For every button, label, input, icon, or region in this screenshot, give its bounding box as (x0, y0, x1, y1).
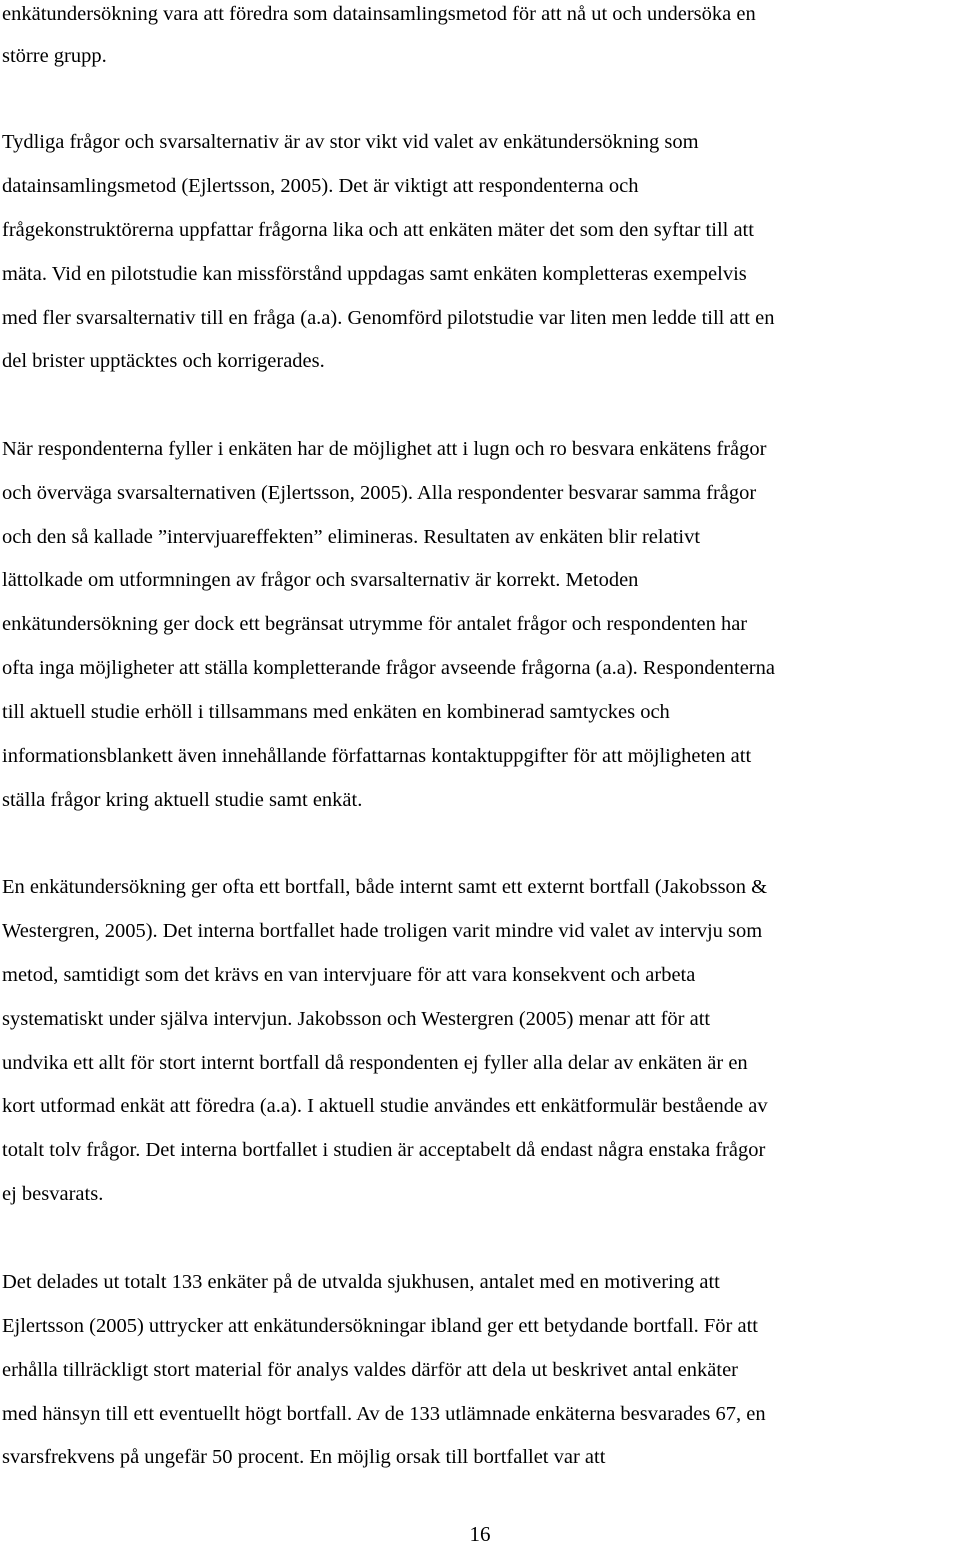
text-line: frågekonstruktörerna uppfattar frågorna lika och att enkäten mäter det som den syftar till att (2, 219, 754, 241)
text-line: svarsfrekvens på ungefär 50 procent. En möjlig orsak till bortfallet var att (2, 1446, 606, 1468)
text-line: metod, samtidigt som det krävs en van intervjuare för att vara konsekvent och arbeta (2, 964, 696, 986)
text-line: lättolkade om utformningen av frågor och svarsalternativ är korrekt. Metoden (2, 569, 639, 591)
text-line: En enkätundersökning ger ofta ett bortfall, både internt samt ett externt bortfall (Jakobsson & (2, 876, 768, 898)
text-line: totalt tolv frågor. Det interna bortfallet i studien är acceptabelt då endast några enstaka frågor (2, 1139, 766, 1161)
text-line: och överväga svarsalternativen (Ejlertsson, 2005). Alla respondenter besvarar samma frågor (2, 482, 757, 504)
text-line: undvika ett allt för stort internt bortfall då respondenten ej fyller alla delar av enkäten är en (2, 1052, 748, 1074)
text-line: med hänsyn till ett eventuellt högt bortfall. Av de 133 utlämnade enkäterna besvarades 67, en (2, 1403, 766, 1425)
text-line: ofta inga möjligheter att ställa kompletterande frågor avseende frågorna (a.a). Respondenterna (2, 657, 775, 679)
text-line: datainsamlingsmetod (Ejlertsson, 2005). Det är viktigt att respondenterna och (2, 175, 639, 197)
text-line: ej besvarats. (2, 1183, 104, 1205)
text-line: större grupp. (2, 45, 107, 67)
page-number: 16 (469, 1522, 491, 1546)
text-line: systematiskt under själva intervjun. Jakobsson och Westergren (2005) menar att för att (2, 1008, 711, 1030)
text-line: mäta. Vid en pilotstudie kan missförstånd uppdagas samt enkäten kompletteras exempelvis (2, 263, 747, 285)
text-line: och den så kallade ”intervjuareffekten” elimineras. Resultaten av enkäten blir relativt (2, 526, 701, 548)
text-line: erhålla tillräckligt stort material för analys valdes därför att dela ut beskrivet antal enkäter (2, 1359, 738, 1381)
text-line: del brister upptäcktes och korrigerades. (2, 350, 325, 372)
text-line: enkätundersökning vara att föredra som datainsamlingsmetod för att nå ut och undersöka en (2, 3, 756, 25)
text-line: ställa frågor kring aktuell studie samt enkät. (2, 789, 363, 811)
text-line: enkätundersökning ger dock ett begränsat utrymme för antalet frågor och respondenten har (2, 613, 748, 635)
text-line: till aktuell studie erhöll i tillsammans med enkäten en kombinerad samtyckes och (2, 701, 670, 723)
text-line: Det delades ut totalt 133 enkäter på de utvalda sjukhusen, antalet med en motivering att (2, 1271, 720, 1293)
text-line: Westergren, 2005). Det interna bortfallet hade troligen varit mindre vid valet av intervju som (2, 920, 763, 942)
text-line: med fler svarsalternativ till en fråga (a.a). Genomförd pilotstudie var liten men ledde till att en (2, 307, 775, 329)
text-line: När respondenterna fyller i enkäten har de möjlighet att i lugn och ro besvara enkätens frågor (2, 438, 767, 460)
text-line: Tydliga frågor och svarsalternativ är av stor vikt vid valet av enkätundersökning som (2, 131, 699, 153)
text-line: kort utformad enkät att föredra (a.a). I aktuell studie användes ett enkätformulär bestående av (2, 1095, 768, 1117)
text-line: informationsblankett även innehållande författarnas kontaktuppgifter för att möjligheten att (2, 745, 752, 767)
text-line: Ejlertsson (2005) uttrycker att enkätundersökningar ibland ger ett betydande bortfall. För att (2, 1315, 758, 1337)
